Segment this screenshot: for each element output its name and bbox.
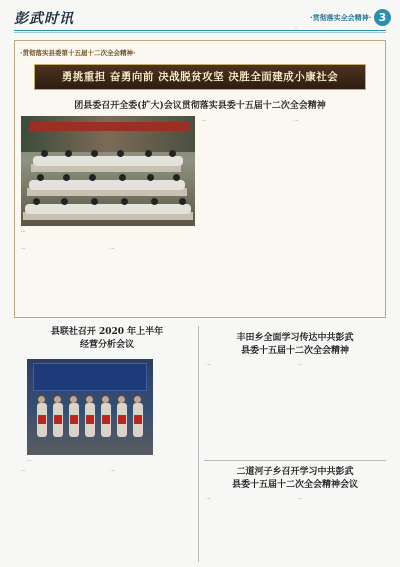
attendee xyxy=(61,198,68,205)
article1-body-col4: … xyxy=(294,118,299,123)
attendees-row xyxy=(29,180,185,190)
article1-headline: 团县委召开全委(扩大)会议贯彻落实县委十五届十二次全会精神 xyxy=(74,101,326,111)
masthead-sub-info: … xyxy=(294,24,298,29)
article2-photo-award xyxy=(27,359,153,455)
meeting-banner xyxy=(29,122,189,131)
stage-screen xyxy=(33,363,147,391)
masthead-logo: 彭武时讯 xyxy=(14,11,74,27)
article1-body-col2: … xyxy=(110,246,115,251)
column-title: ·贯彻落实全会精神· xyxy=(310,14,372,22)
award-plaque xyxy=(102,415,110,424)
page-number-badge: 3 xyxy=(374,9,391,26)
attendee xyxy=(121,198,128,205)
attendees-row xyxy=(33,156,183,166)
attendee xyxy=(91,198,98,205)
article4-body-col1: … xyxy=(206,496,211,501)
masthead-rule xyxy=(14,30,386,31)
attendee xyxy=(41,150,48,157)
article1-body-col1: … xyxy=(21,246,26,251)
masthead-rule-thin xyxy=(14,32,386,33)
recipient-face xyxy=(102,396,109,403)
recipient-face xyxy=(86,396,93,403)
award-plaque xyxy=(54,415,62,424)
recipient-face xyxy=(118,396,125,403)
attendee xyxy=(33,198,40,205)
masthead xyxy=(14,8,386,30)
article4-headline-line1: 二道河子乡召开学习中共彭武 xyxy=(236,467,354,477)
attendee xyxy=(147,174,154,181)
attendee xyxy=(151,198,158,205)
article2-headline-line2: 经营分析会议 xyxy=(79,340,134,350)
attendee xyxy=(63,174,70,181)
attendees-row xyxy=(25,204,191,214)
attendee xyxy=(145,150,152,157)
attendee xyxy=(119,174,126,181)
section-divider xyxy=(204,460,386,461)
article2-photo-caption: … xyxy=(27,458,32,463)
recipient-face xyxy=(70,396,77,403)
attendee xyxy=(173,174,180,181)
attendee xyxy=(89,174,96,181)
article3-headline-line2: 县委十五届十二次全会精神 xyxy=(240,346,349,356)
attendee xyxy=(179,198,186,205)
article3-body-col1: … xyxy=(206,362,211,367)
article2-body-col2: … xyxy=(110,468,115,473)
article4-headline-line2: 县委十五届十二次全会精神会议 xyxy=(231,480,358,490)
attendee xyxy=(117,150,124,157)
recipient-face xyxy=(134,396,141,403)
award-plaque xyxy=(86,415,94,424)
article2-body-col1: … xyxy=(21,468,26,473)
slogan-banner: 勇挑重担 奋勇向前 决战脱贫攻坚 决胜全面建成小康社会 xyxy=(34,64,366,90)
article4-body-col2: … xyxy=(298,496,303,501)
attendee xyxy=(91,150,98,157)
article2-headline-line1: 县联社召开 2020 年上半年 xyxy=(50,327,164,337)
award-plaque xyxy=(70,415,78,424)
award-plaque xyxy=(38,415,46,424)
award-plaque xyxy=(134,415,142,424)
article1-photo-caption: … xyxy=(21,229,26,234)
attendee xyxy=(37,174,44,181)
article3-headline-line1: 丰田乡全面学习传达中共彭武 xyxy=(236,333,354,343)
recipient-face xyxy=(54,396,61,403)
attendee xyxy=(169,150,176,157)
column-divider xyxy=(198,326,199,562)
attendee xyxy=(65,150,72,157)
article3-body-col2: … xyxy=(298,362,303,367)
article1-photo-meeting xyxy=(21,116,195,226)
article1-body-col3: … xyxy=(202,118,207,123)
section-kicker: ·贯彻落实县委第十五届十二次全会精神· xyxy=(20,49,136,57)
award-plaque xyxy=(118,415,126,424)
recipient-face xyxy=(38,396,45,403)
